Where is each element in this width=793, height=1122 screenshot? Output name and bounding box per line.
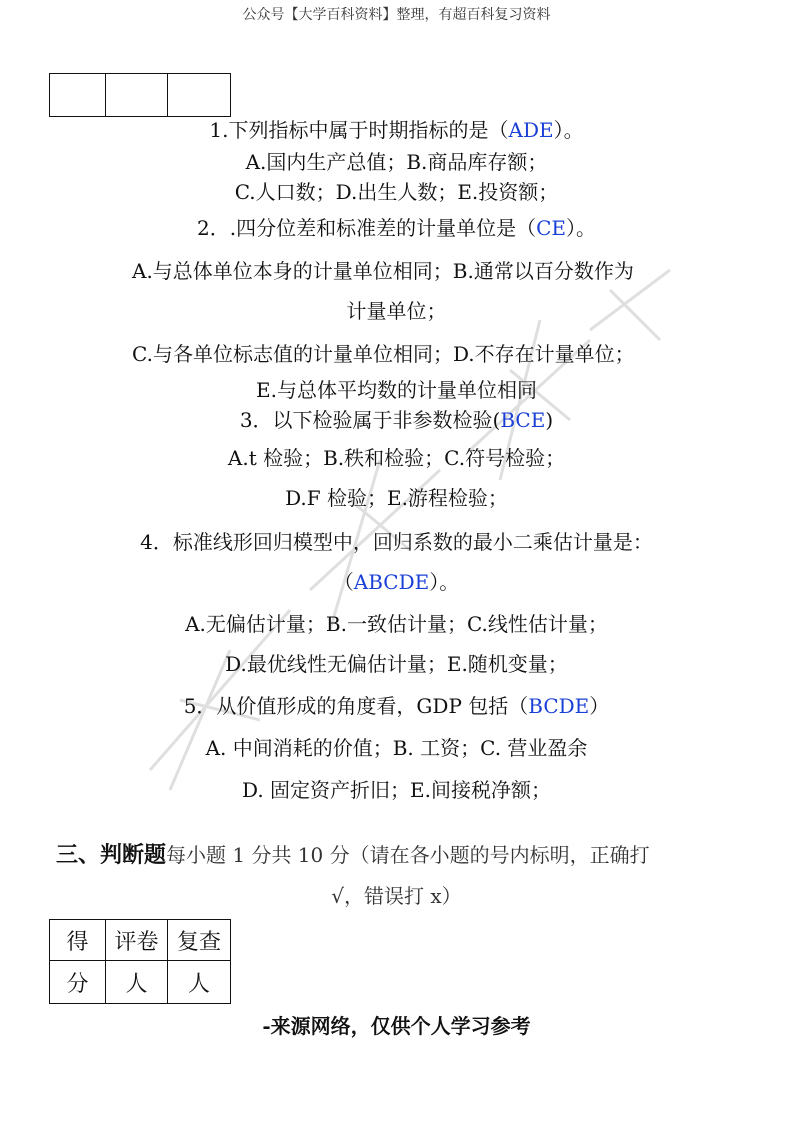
score-table xyxy=(49,919,231,1004)
question-4-answer-line: （ABCDE）。 xyxy=(333,570,460,594)
question-5-option: D. 固定资产折旧；E.间接税净额； xyxy=(242,778,551,802)
section-3-heading xyxy=(56,838,650,869)
question-3-option: A.t 检验；B.秩和检验；C.符号检验； xyxy=(227,446,566,470)
empty-cell xyxy=(168,74,231,117)
question-1-stem: 1.下列指标中属于时期指标的是（ADE）。 xyxy=(209,118,584,142)
score-table-header: 评卷 xyxy=(106,920,168,961)
empty-cell xyxy=(50,74,106,117)
footer-note: -来源网络，仅供个人学习参考 xyxy=(262,1014,531,1038)
question-2-option: C.与各单位标志值的计量单位相同；D.不存在计量单位； xyxy=(132,342,635,366)
score-table-cell: 分 xyxy=(50,961,106,1004)
question-4-stem: 4．标准线形回归模型中，回归系数的最小二乘估计量是： xyxy=(140,530,653,554)
empty-score-box xyxy=(49,73,231,117)
section-3-note: 每小题 1 分共 10 分（请在各小题的号内标明，正确打 xyxy=(166,843,650,867)
question-5-option: A. 中间消耗的价值；B. 工资；C. 营业盈余 xyxy=(205,736,588,760)
question-5-answer: BCDE xyxy=(528,694,590,718)
question-1-option: A.国内生产总值；B.商品库存额； xyxy=(245,150,548,174)
question-2-option: A.与总体单位本身的计量单位相同；B.通常以百分数作为 xyxy=(132,259,634,283)
question-2-stem: 2．.四分位差和标准差的计量单位是（CE）。 xyxy=(197,216,596,240)
empty-cell xyxy=(106,74,168,117)
question-3-option: D.F 检验；E.游程检验； xyxy=(285,486,508,510)
score-table-header: 复查 xyxy=(168,920,231,961)
question-3-stem: 3．以下检验属于非参数检验(BCE) xyxy=(239,408,554,432)
score-table-header: 得 xyxy=(50,920,106,961)
question-4-answer: ABCDE xyxy=(353,570,430,594)
section-3-note-continued: √，错误打 x） xyxy=(331,884,462,908)
score-table-cell: 人 xyxy=(168,961,231,1004)
question-1-answer: ADE xyxy=(508,118,554,142)
question-2-option: E.与总体平均数的计量单位相同 xyxy=(256,378,537,402)
question-4-option: D.最优线性无偏估计量；E.随机变量； xyxy=(225,652,568,676)
score-table-cell: 人 xyxy=(106,961,168,1004)
question-2-option: 计量单位； xyxy=(346,299,447,323)
section-3-title: 三、判断题 xyxy=(56,842,167,868)
question-4-option: A.无偏估计量；B.一致估计量；C.线性估计量； xyxy=(185,612,608,636)
question-5-stem: 5．从价值形成的角度看，GDP 包括（BCDE） xyxy=(183,694,610,718)
question-2-answer: CE xyxy=(536,216,566,240)
page-header: 公众号【大学百科资料】整理，有超百科复习资料 xyxy=(242,7,551,23)
question-3-answer: BCE xyxy=(500,408,546,432)
question-1-option: C.人口数；D.出生人数；E.投资额； xyxy=(234,180,559,204)
